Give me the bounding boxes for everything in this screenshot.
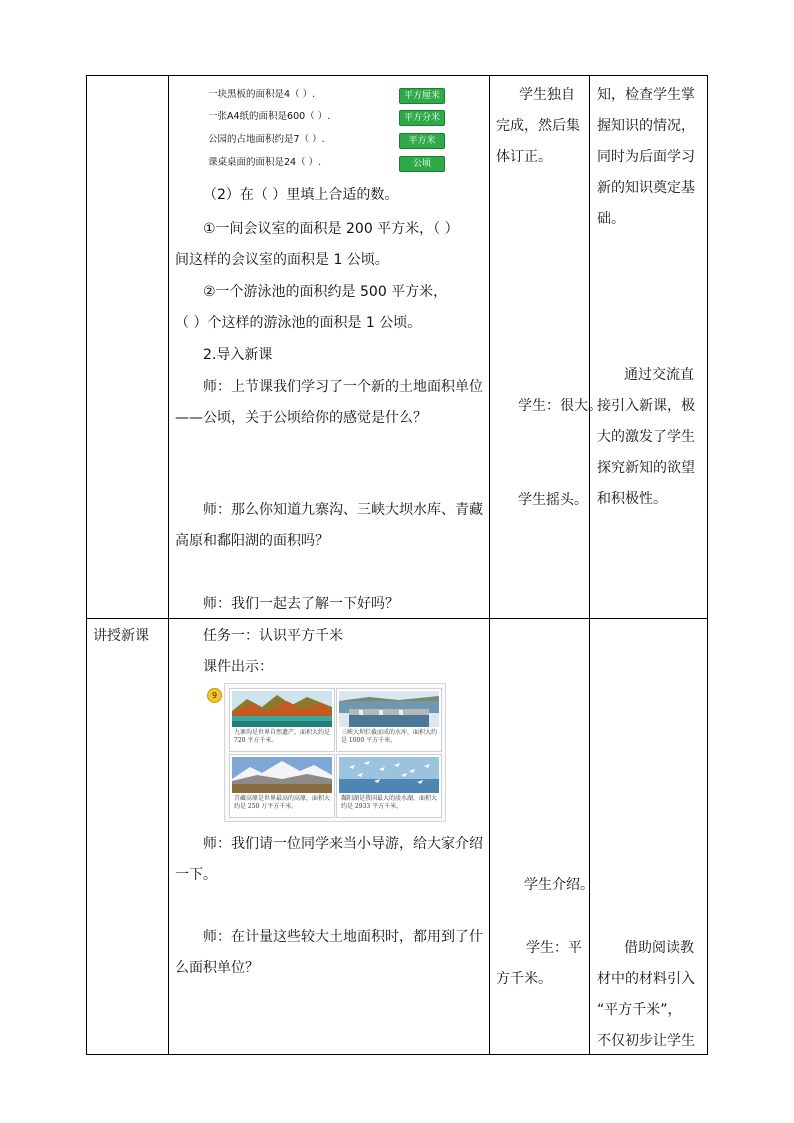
teacher-line-3: 师：我们一起去了解一下好吗？ — [203, 596, 399, 612]
teacher-line-5b: 么面积单位？ — [175, 960, 259, 976]
intent-3-line: 材中的材料引入 — [597, 971, 695, 987]
courseware-label: 课件出示： — [203, 659, 273, 675]
exercise-question: 一张A4纸的面积是600（ ）. — [208, 111, 331, 122]
picture-tile-tibet-plateau — [229, 754, 335, 818]
student-activity-1c: 体订正。 — [496, 149, 552, 165]
item2-title: （2）在（ ）里填上合适的数。 — [203, 187, 399, 203]
unit-tag-hectare: 公顷 — [399, 156, 445, 172]
row-divider — [86, 618, 708, 619]
student-response-3: 学生摇头。 — [518, 492, 588, 508]
intent-1-line: 础。 — [597, 211, 625, 227]
intent-2-line: 探究新知的欲望 — [597, 460, 695, 476]
section-label: 讲授新课 — [93, 628, 149, 644]
intent-2-line: 和积极性。 — [597, 491, 667, 507]
example-number-badge: 9 — [207, 688, 222, 703]
intent-2-line: 通过交流直 — [624, 367, 694, 383]
intent-1-line: 新的知识奠定基 — [597, 180, 695, 196]
teacher-line-2a: 师：那么你知道九寨沟、三峡大坝水库、青藏 — [203, 502, 483, 518]
column-divider-1 — [168, 75, 169, 1055]
question2-line2: （ ）个这样的游泳池的面积是 1 公顷。 — [175, 315, 422, 331]
teacher-line-2b: 高原和鄱阳湖的面积吗？ — [175, 533, 329, 549]
tibet-plateau-image — [232, 757, 332, 793]
intent-1-line: 同时为后面学习 — [597, 149, 695, 165]
intent-1-line: 握知识的情况， — [597, 118, 695, 134]
intent-2-line: 大的激发了学生 — [597, 429, 695, 445]
poyang-lake-image — [339, 757, 439, 793]
picture-tile-poyang-lake — [336, 754, 442, 818]
table-top-border — [86, 75, 708, 76]
intent-2-line: 接引入新课，极 — [597, 398, 695, 414]
tile-caption: 三峡大坝拦截而成的水库，面积大约是 1000 平方千米。 — [341, 729, 438, 744]
unit-tag-square-dm: 平方分米 — [399, 110, 445, 126]
teacher-line-5a: 师：在计量这些较大土地面积时，都用到了什 — [203, 929, 483, 945]
student-activity-1a: 学生独自 — [519, 87, 575, 103]
student-response-5b: 方千米。 — [496, 971, 552, 987]
table-left-border — [86, 75, 87, 1055]
task1-title: 任务一：认识平方千米 — [203, 628, 343, 644]
exercise-question: 一块黑板的面积是4（ ）. — [208, 89, 316, 100]
exercise-question: 课桌桌面的面积是24（ ）. — [208, 157, 322, 168]
table-right-border — [707, 75, 708, 1055]
column-divider-3 — [589, 75, 590, 1055]
exercise-question: 公园的占地面积约是7（ ）. — [208, 134, 325, 145]
jiuzhaigou-image — [232, 691, 332, 727]
tile-caption: 九寨沟是世界自然遗产，面积大约是 720 平方千米。 — [234, 729, 331, 744]
student-response-2: 学生：很大。 — [518, 398, 602, 414]
column-divider-2 — [489, 75, 490, 1055]
intent-3-line: 不仅初步让学生 — [597, 1033, 695, 1049]
student-response-4: 学生介绍。 — [524, 877, 594, 893]
three-gorges-image — [339, 691, 439, 727]
teacher-line-4b: 一下。 — [175, 867, 217, 883]
unit-tag-square-cm: 平方厘米 — [399, 88, 445, 104]
intent-3-line: “平方千米”， — [597, 1002, 682, 1018]
tile-caption: 青藏高原是世界最高的高原，面积大约是 250 万平方千米。 — [234, 795, 331, 810]
intro-title: 2.导入新课 — [203, 347, 273, 363]
teacher-line-4a: 师：我们请一位同学来当小导游，给大家介绍 — [203, 836, 483, 852]
teacher-line-1a: 师：上节课我们学习了一个新的土地面积单位 — [203, 379, 483, 395]
question2-line1: ②一个游泳池的面积约是 500 平方米， — [203, 284, 448, 300]
unit-tag-square-m: 平方米 — [399, 133, 445, 149]
question1-line2: 间这样的会议室的面积是 1 公顷。 — [175, 252, 389, 268]
picture-tile-jiuzhaigou — [229, 688, 335, 752]
tile-caption: 鄱阳湖是我国最大的淡水湖，面积大约是 2933 平方千米。 — [341, 795, 438, 810]
intent-3-line: 借助阅读教 — [624, 940, 694, 956]
student-activity-1b: 完成，然后集 — [496, 118, 580, 134]
intent-1-line: 知，检查学生掌 — [597, 87, 695, 103]
courseware-picture-grid — [224, 683, 446, 822]
teacher-line-1b: ——公顷，关于公顷给你的感觉是什么？ — [175, 410, 427, 426]
question1-line1: ①一间会议室的面积是 200 平方米，（ ） — [203, 221, 459, 237]
student-response-5a: 学生：平 — [526, 940, 582, 956]
table-bottom-border — [86, 1054, 708, 1055]
picture-tile-three-gorges — [336, 688, 442, 752]
